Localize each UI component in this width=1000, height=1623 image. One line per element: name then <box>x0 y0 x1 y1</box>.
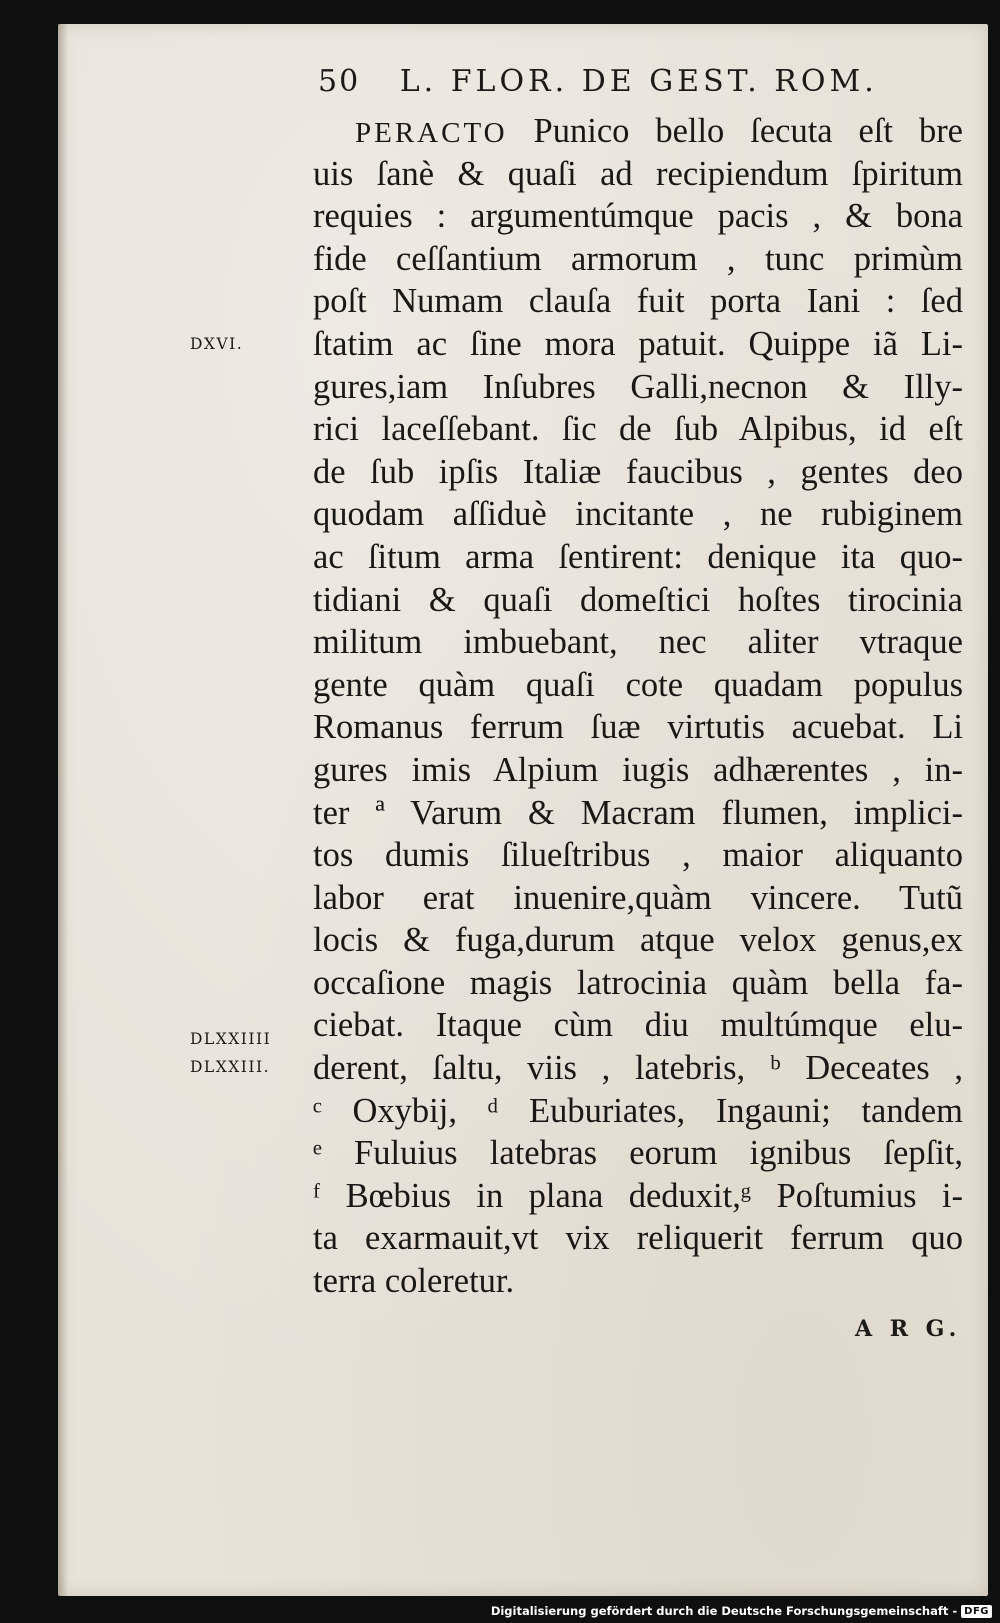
text-line: ac ſitum arma ſentirent: denique ita quo- <box>313 537 963 576</box>
text-line: gente quàm quaſi cote quadam populus <box>313 665 963 704</box>
text-line: ᶜ Oxybij, ᵈ Euburiates, Ingauni; tandem <box>313 1091 963 1130</box>
text-line: locis & fuga,durum atque velox genus,ex <box>313 921 963 960</box>
text-line: occaſione magis latrocinia quàm bella fa- <box>313 963 963 1002</box>
running-title: L. FLOR. DE GEST. ROM. <box>399 64 878 99</box>
running-head <box>318 64 878 99</box>
opening-word: PERACTO <box>355 117 508 149</box>
margin-note-year: DLXXIIII <box>190 1030 272 1048</box>
dfg-logo: DFG <box>961 1605 992 1618</box>
text-line: ta exarmauit,vt vix reliquerit ferrum quo <box>313 1219 963 1258</box>
text-line-content: Punico bello ſecuta eſt bre <box>533 112 963 150</box>
text-line: ciebat. Itaque cùm diu multúmque elu- <box>313 1006 963 1045</box>
text-line: militum imbuebant, nec aliter vtraque <box>313 623 963 662</box>
text-line: tos dumis ſilueſtribus , maior aliquanto <box>313 836 963 875</box>
text-line: ſtatim ac ſine mora patuit. Quippe iã Li- <box>313 324 963 363</box>
margin-note-year: DXVI. <box>190 335 244 353</box>
margin-note-year: DLXXIII. <box>190 1058 271 1076</box>
text-line: ᵉ Fuluius latebras eorum ignibus ſepſit, <box>313 1134 963 1173</box>
text-line: quodam aſſiduè incitante , ne rubiginem <box>313 495 963 534</box>
text-line: ter ª Varum & Macram flumen, implici- <box>313 793 963 832</box>
main-text <box>313 110 963 1303</box>
text-line <box>313 110 963 153</box>
text-line: terra coleretur. <box>313 1262 515 1301</box>
text-line: ᶠ Bœbius in plana deduxit,ᵍ Poſtumius i- <box>313 1176 963 1215</box>
page-number: 50 <box>318 64 361 99</box>
digitization-credit <box>491 1601 992 1621</box>
text-line: labor erat inuenire,quàm vincere. Tutũ <box>313 878 963 917</box>
catchword: A R G. <box>855 1316 962 1342</box>
text-line: fide ceſſantium armorum , tunc primùm <box>313 239 963 278</box>
text-line: Romanus ferrum ſuæ virtutis acuebat. Li <box>313 708 963 747</box>
text-line: gures imis Alpium iugis adhærentes , in- <box>313 750 963 789</box>
text-line: rici laceſſebant. ſic de ſub Alpibus, id eſt <box>313 410 963 449</box>
text-line: de ſub ipſis Italiæ faucibus , gentes deo <box>313 452 963 491</box>
text-line: uis ſanè & quaſi ad recipiendum ſpiritum <box>313 154 963 193</box>
credit-text: Digitalisierung gefördert durch die Deutsche Forschungsgemeinschaft - <box>490 1604 958 1618</box>
text-line: poſt Numam clauſa fuit porta Iani : ſed <box>313 282 963 321</box>
text-line: tidiani & quaſi domeſtici hoſtes tirocinia <box>313 580 963 619</box>
text-line: gures,iam Inſubres Galli,necnon & Illy- <box>313 367 963 406</box>
text-line: derent, ſaltu, viis , latebris, ᵇ Deceates , <box>313 1049 963 1088</box>
text-line: requies : argumentúmque pacis , & bona <box>313 197 963 236</box>
